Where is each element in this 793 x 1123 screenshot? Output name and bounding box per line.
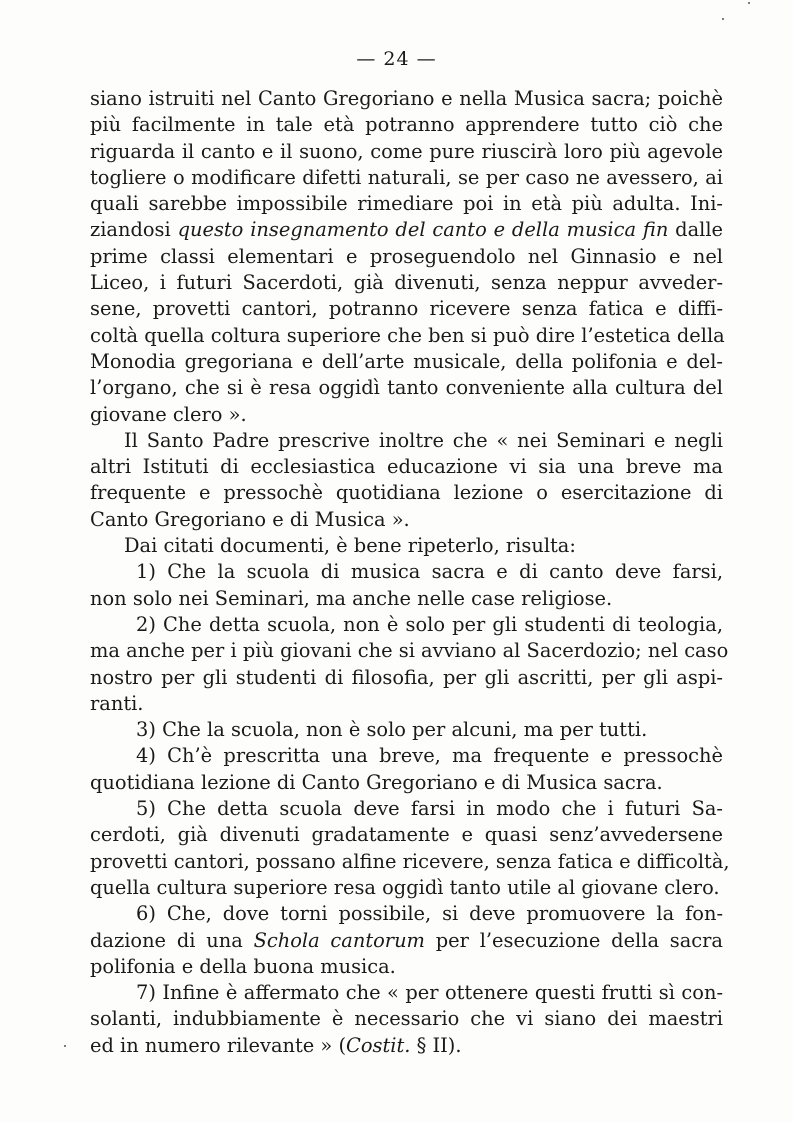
text-line: quali sarebbe impossibile rimediare poi in età più adulta. Ini- — [90, 192, 723, 216]
text-line: coltà quella coltura superiore che ben si può dire l’estetica della — [90, 323, 725, 347]
text-line: Il Santo Padre prescrive inoltre che « nei Seminari e negli — [124, 428, 723, 452]
text-line: ziandosi questo insegnamento del canto e della musica fin dalle — [90, 218, 724, 242]
text-line: ed in numero rilevante » (Costit. § II). — [90, 1033, 462, 1057]
text-line: l’organo, che si è resa oggidì tanto conveniente alla cultura del — [90, 376, 723, 400]
scan-speck — [748, 2, 750, 4]
text-line: cerdoti, già divenuti gradatamente e quasi senz’avvedersene — [90, 823, 723, 847]
text-line: provetti cantori, possano alfine ricevere, senza fatica e difficoltà, — [90, 849, 730, 873]
text-line: 2) Che detta scuola, non è solo per gli studenti di teologia, — [136, 612, 723, 636]
text-line: 5) Che detta scuola deve farsi in modo che i futuri Sa- — [136, 797, 723, 821]
text-line: non solo nei Seminari, ma anche nelle case religiose. — [90, 586, 613, 610]
text-line: nostro per gli studenti di filosofia, per gli ascritti, per gli aspi- — [90, 665, 723, 689]
text-line: Liceo, i futuri Sacerdoti, già divenuti, senza neppur avveder- — [90, 271, 723, 295]
text-line: frequente e pressochè quotidiana lezione o esercitazione di — [90, 481, 723, 505]
text-line: ranti. — [90, 691, 144, 715]
text-line: quotidiana lezione di Canto Gregoriano e di Musica sacra. — [90, 770, 663, 794]
page-number: — 24 — — [356, 48, 437, 70]
text-line: riguarda il canto e il suono, come pure riuscirà loro più agevole — [90, 139, 723, 163]
text-line: 3) Che la scuola, non è solo per alcuni, ma per tutti. — [136, 718, 648, 742]
body-text — [90, 86, 730, 1059]
text-line: siano istruiti nel Canto Gregoriano e nella Musica sacra; poichè — [90, 87, 723, 110]
scan-speck — [64, 1045, 66, 1047]
text-line: dazione di una Schola cantorum per l’esecuzione della sacra — [90, 928, 723, 952]
text-line: polifonia e della buona musica. — [90, 954, 396, 978]
text-line: 7) Infine è affermato che « per ottenere questi frutti sì con- — [136, 981, 723, 1005]
text-line: prime classi elementari e proseguendolo nel Ginnasio e nel — [90, 244, 723, 268]
text-line: togliere o modificare difetti naturali, se per caso ne avessero, ai — [90, 165, 723, 189]
text-line: 1) Che la scuola di musica sacra e di canto deve farsi, — [136, 560, 723, 584]
text-line: più facilmente in tale età potranno apprendere tutto ciò che — [90, 113, 723, 137]
text-line: solanti, indubbiamente è necessario che vi siano dei maestri — [90, 1007, 723, 1031]
text-line: Canto Gregoriano e di Musica ». — [90, 507, 410, 531]
text-line: 4) Ch’è prescritta una breve, ma frequente e pressochè — [136, 744, 723, 768]
text-line: giovane clero ». — [90, 402, 247, 426]
text-line: Dai citati documenti, è bene ripeterlo, risulta: — [124, 534, 576, 558]
scan-speck — [722, 18, 724, 20]
text-line: 6) Che, dove torni possibile, si deve promuovere la fon- — [136, 902, 723, 926]
text-line: sene, provetti cantori, potranno ricevere senza fatica e diffi- — [90, 297, 723, 321]
text-line: Monodia gregoriana e dell’arte musicale, della polifonia e del- — [90, 349, 723, 373]
text-line: quella cultura superiore resa oggidì tanto utile al giovane clero. — [90, 875, 720, 899]
text-line: ma anche per i più giovani che si avviano al Sacerdozio; nel caso — [90, 639, 729, 663]
text-line: altri Istituti di ecclesiastica educazione vi sia una breve ma — [90, 455, 723, 479]
